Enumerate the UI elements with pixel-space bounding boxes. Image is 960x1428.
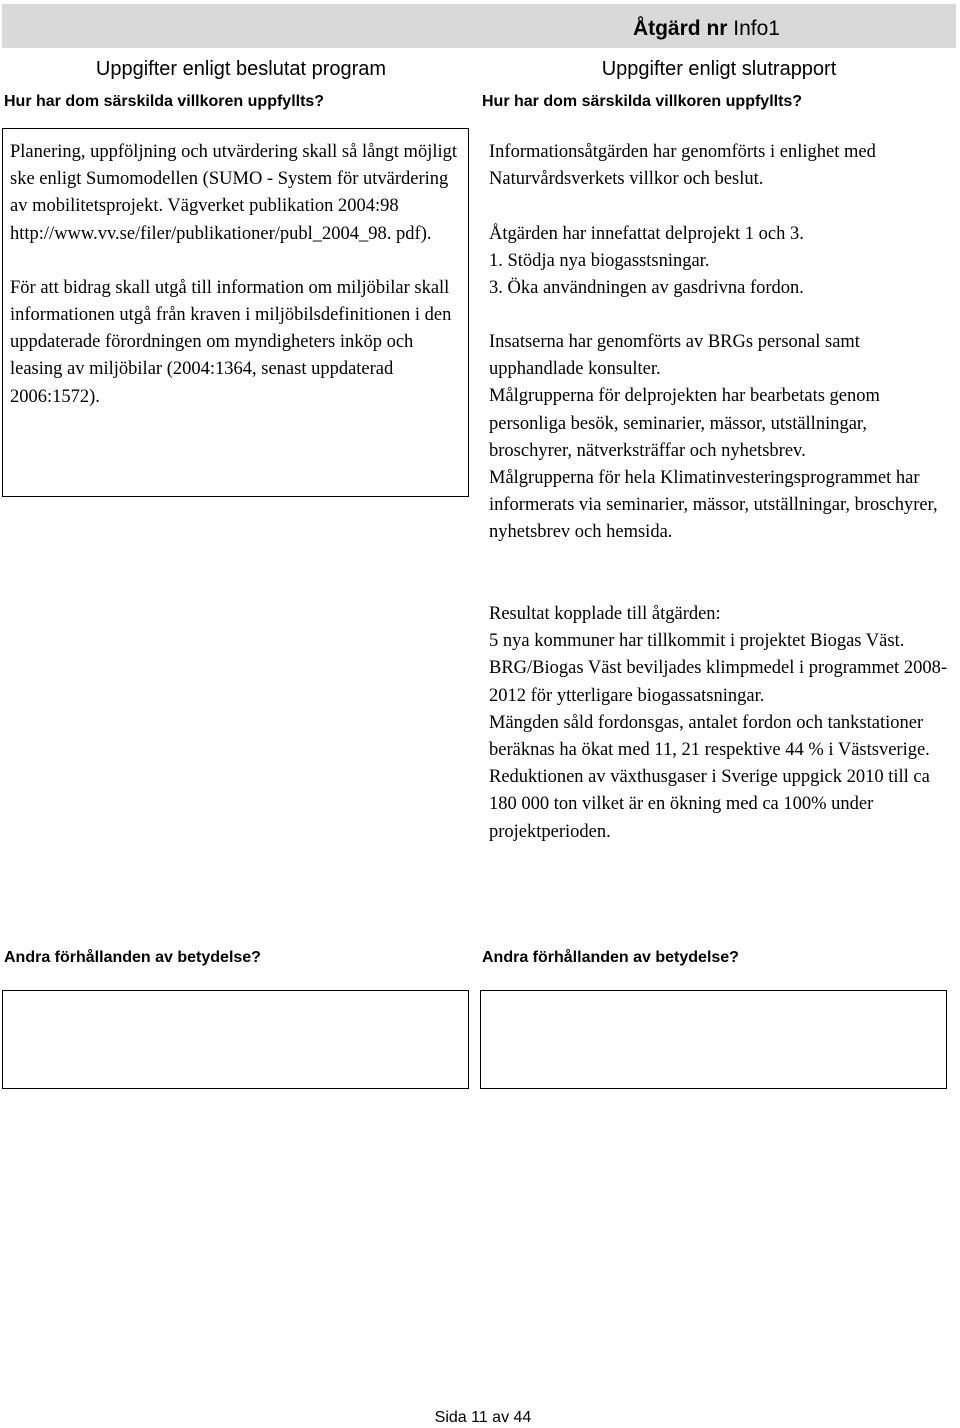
measure-number-value: Info1	[733, 17, 780, 40]
left-paragraph-2: För att bidrag skall utgå till information om miljöbilar skall informationen utgå från kraven i miljöbilsdefinitionen i den uppdaterade förordningen om myndigheters inköp och leasing av miljöbilar (2004:1364, senast uppdaterad 2006:1572).	[10, 277, 452, 407]
right-block-4-line-2: 5 nya kommuner har tillkommit i projektet Biogas Väst.	[489, 631, 905, 652]
left-conditions-question: Hur har dom särskilda villkoren uppfyllts?	[4, 93, 325, 110]
left-other-question: Andra förhållanden av betydelse?	[4, 949, 261, 966]
right-conditions-question: Hur har dom särskilda villkoren uppfyllts?	[482, 93, 803, 110]
right-column-title: Uppgifter enligt slutrapport	[601, 58, 837, 80]
left-other-box[interactable]	[2, 990, 469, 1089]
measure-number-heading	[633, 16, 780, 42]
right-block-2-line-1: Åtgärden har innefattat delprojekt 1 och 3.	[489, 224, 804, 244]
right-block-3-line-3: Målgrupperna för hela Klimatinvesteringsprogrammet har informerats via seminarier, mässor, utställningar, broschyrer, nyhetsbrev och hemsida.	[489, 468, 938, 543]
left-column-title: Uppgifter enligt beslutat program	[95, 58, 387, 80]
left-conditions-text	[10, 139, 470, 411]
right-block-2	[489, 221, 949, 303]
left-paragraph-1: Planering, uppföljning och utvärdering skall så långt möjligt ske enligt Sumomodellen (SUMO - System för utvärdering av mobilitetsprojekt. Vägverket publikation 2004:98 http://www.vv.se/filer/publikationer/publ_2004_98. pdf).	[10, 142, 458, 244]
right-block-3	[489, 329, 949, 547]
page-number: Sida 11 av 44	[434, 1409, 532, 1426]
measure-number-label: Åtgärd nr	[632, 17, 728, 40]
header-bar	[2, 4, 956, 48]
right-block-1-text: Informationsåtgärden har genomförts i enlighet med Naturvårdsverkets villkor och beslut.	[489, 142, 876, 190]
right-block-4-line-3: BRG/Biogas Väst beviljades klimpmedel i programmet 2008-2012 för ytterligare biogassatsningar.	[489, 658, 947, 706]
right-block-3-line-2: Målgrupperna för delprojekten har bearbetats genom personliga besök, seminarier, mässor, utställningar, broschyrer, nätverksträffar och nyhetsbrev.	[489, 386, 880, 461]
right-block-3-line-1: Insatserna har genomförts av BRGs personal samt upphandlade konsulter.	[489, 332, 860, 380]
right-block-4	[489, 601, 949, 846]
right-other-question: Andra förhållanden av betydelse?	[482, 949, 739, 966]
right-block-4-line-1: Resultat kopplade till åtgärden:	[489, 604, 721, 624]
right-block-4-line-5: Reduktionen av växthusgaser i Sverige uppgick 2010 till ca 180 000 ton vilket är en ökning med ca 100% under projektperioden.	[489, 767, 930, 842]
right-other-box[interactable]	[480, 990, 947, 1089]
right-block-1	[489, 139, 949, 193]
right-block-4-line-4: Mängden såld fordonsgas, antalet fordon och tankstationer beräknas ha ökat med 11, 21 respektive 44 % i Västsverige.	[489, 712, 930, 761]
right-block-2-line-2: 1. Stödja nya biogasstsningar.	[489, 251, 710, 272]
right-block-2-line-3: 3. Öka användningen av gasdrivna fordon.	[489, 278, 804, 299]
